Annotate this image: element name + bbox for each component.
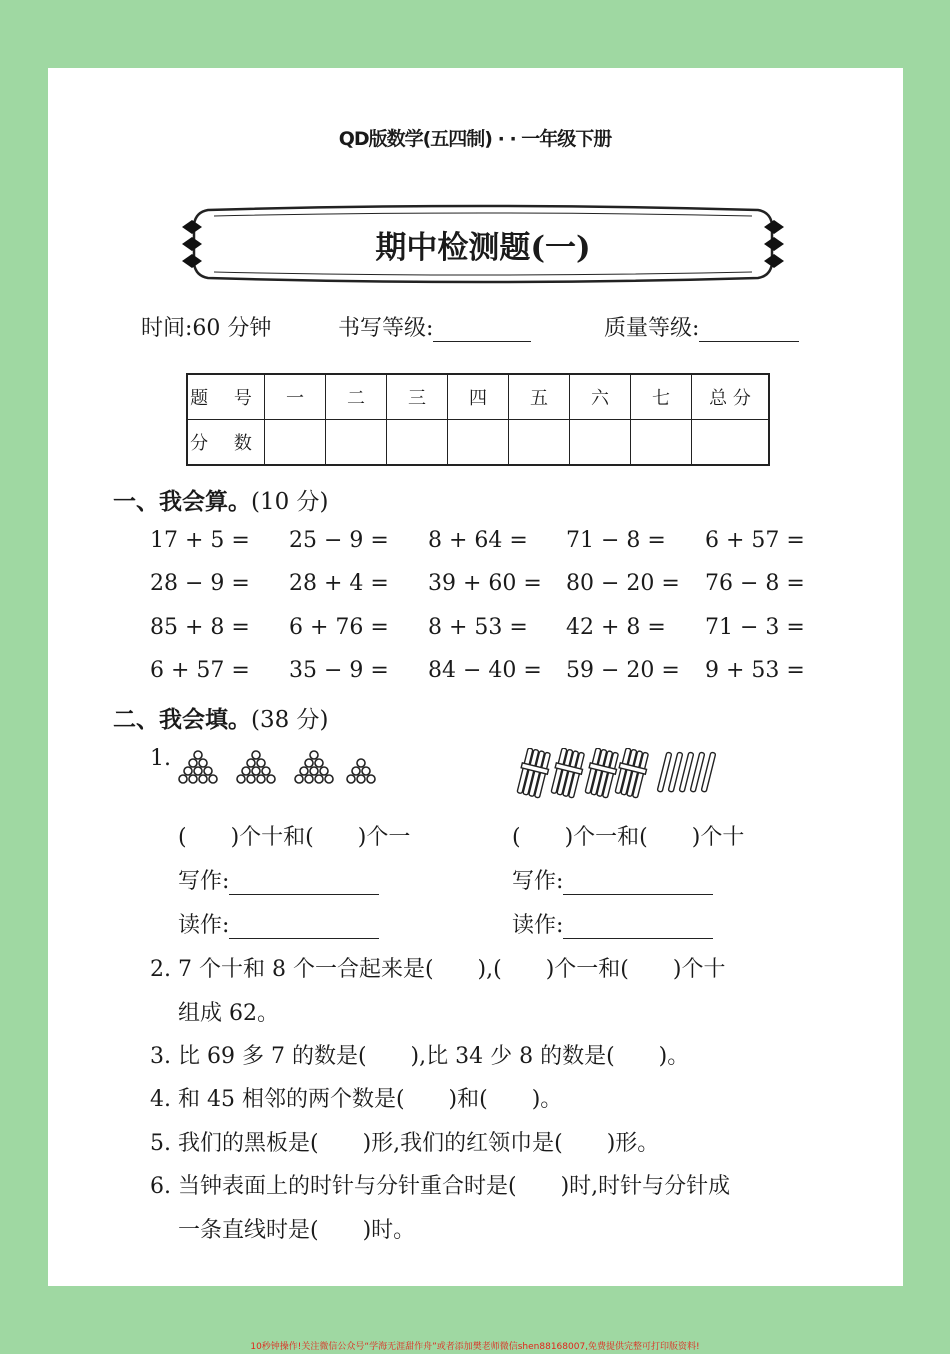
score-cell[interactable] <box>387 420 448 466</box>
section1-title: 一、我会算。 <box>113 489 251 515</box>
calc-problem: 6 + 76 = <box>289 615 389 640</box>
write-label: 写作: <box>178 869 230 894</box>
q6-line1: 6. 当钟表面上的时针与分针重合时是( )时,时针与分针成 <box>150 1174 731 1199</box>
score-header-cell: 六 <box>570 374 631 420</box>
score-header-cell: 七 <box>631 374 692 420</box>
q2-line2: 组成 62。 <box>178 1001 279 1026</box>
score-header-cell: 二 <box>326 374 387 420</box>
score-header-cell: 三 <box>387 374 448 420</box>
q1-left-fill: ( )个十和( )个一 <box>178 825 411 850</box>
calc-problem: 9 + 53 = <box>705 658 805 683</box>
circle-stack <box>295 751 333 783</box>
calc-problem: 39 + 60 = <box>428 571 542 596</box>
stick-bundles-picture <box>512 748 727 800</box>
calc-problem: 28 − 9 = <box>150 571 250 596</box>
calc-problem: 35 − 9 = <box>289 658 389 683</box>
calc-problem: 71 − 3 = <box>705 615 805 640</box>
writing-grade <box>338 311 531 342</box>
circle-small-stack <box>347 759 375 783</box>
calc-problem: 80 − 20 = <box>566 571 680 596</box>
calc-problem: 42 + 8 = <box>566 615 666 640</box>
title-banner <box>178 204 788 284</box>
stick-bundle <box>613 748 650 798</box>
writing-grade-label: 书写等级: <box>338 316 434 341</box>
score-cell[interactable] <box>692 420 770 466</box>
write-blank[interactable] <box>563 872 713 895</box>
q1-right-read <box>512 908 713 939</box>
score-table <box>186 373 770 466</box>
read-label: 读作: <box>178 913 230 938</box>
section2-heading <box>113 701 329 734</box>
q1-number: 1. <box>150 746 171 771</box>
quality-grade-blank[interactable] <box>699 319 799 342</box>
section2-title: 二、我会填。 <box>113 707 251 733</box>
calc-problem: 85 + 8 = <box>150 615 250 640</box>
section1-heading <box>113 483 329 516</box>
section1-points: (10 分) <box>251 489 329 515</box>
writing-grade-blank[interactable] <box>433 319 531 342</box>
calc-problem: 17 + 5 = <box>150 528 250 553</box>
score-header-cell: 一 <box>265 374 326 420</box>
calc-problem: 6 + 57 = <box>705 528 805 553</box>
page-title: 期中检测题(一) <box>375 230 591 266</box>
q1-right-write <box>512 864 713 895</box>
score-cell[interactable] <box>265 420 326 466</box>
score-cell[interactable] <box>631 420 692 466</box>
circle-stack <box>179 751 217 783</box>
calc-problem: 71 − 8 = <box>566 528 666 553</box>
calc-problem: 6 + 57 = <box>150 658 250 683</box>
write-blank[interactable] <box>229 872 379 895</box>
calc-problem: 84 − 40 = <box>428 658 542 683</box>
calc-problem: 28 + 4 = <box>289 571 389 596</box>
q2-line1: 2. 7 个十和 8 个一合起来是( ),( )个一和( )个十 <box>150 957 726 982</box>
score-table-score-row <box>187 420 769 466</box>
read-label: 读作: <box>512 913 564 938</box>
calc-problem: 76 − 8 = <box>705 571 805 596</box>
q3: 3. 比 69 多 7 的数是( ),比 34 少 8 的数是( )。 <box>150 1044 690 1069</box>
q1-left-read <box>178 908 379 939</box>
quality-grade-label: 质量等级: <box>604 316 700 341</box>
circle-stack <box>237 751 275 783</box>
read-blank[interactable] <box>563 916 713 939</box>
single-sticks <box>657 752 716 792</box>
page-header: QD版数学(五四制) · · 一年级下册 <box>338 128 612 150</box>
read-blank[interactable] <box>229 916 379 939</box>
calc-problem: 8 + 53 = <box>428 615 528 640</box>
score-row-label: 分 数 <box>187 420 265 466</box>
quality-grade <box>604 311 799 342</box>
score-table-header-row <box>187 374 769 420</box>
calc-problem: 59 − 20 = <box>566 658 680 683</box>
score-header-cell: 五 <box>509 374 570 420</box>
q4: 4. 和 45 相邻的两个数是( )和( )。 <box>150 1087 563 1112</box>
score-cell[interactable] <box>509 420 570 466</box>
score-cell[interactable] <box>570 420 631 466</box>
footer-notice: 10秒钟操作!关注微信公众号“学海无涯甜作舟”或者添加樊老师微信shen88168007,免费提供完整可打印版资料! <box>250 1342 700 1352</box>
calc-problem: 8 + 64 = <box>428 528 528 553</box>
score-header-cell: 总 分 <box>692 374 770 420</box>
stick-bundle <box>515 748 552 798</box>
q1-left-write <box>178 864 379 895</box>
score-header-cell: 题 号 <box>187 374 265 420</box>
score-header-cell: 四 <box>448 374 509 420</box>
section2-points: (38 分) <box>251 707 329 733</box>
stacked-circles-picture <box>178 748 383 790</box>
q1-right-fill: ( )个一和( )个十 <box>512 825 745 850</box>
score-cell[interactable] <box>448 420 509 466</box>
write-label: 写作: <box>512 869 564 894</box>
time-limit: 时间:60 分钟 <box>141 316 272 341</box>
stick-bundle <box>549 748 586 798</box>
score-cell[interactable] <box>326 420 387 466</box>
calc-problem: 25 − 9 = <box>289 528 389 553</box>
q6-line2: 一条直线时是( )时。 <box>178 1218 416 1243</box>
q5: 5. 我们的黑板是( )形,我们的红领巾是( )形。 <box>150 1131 660 1156</box>
